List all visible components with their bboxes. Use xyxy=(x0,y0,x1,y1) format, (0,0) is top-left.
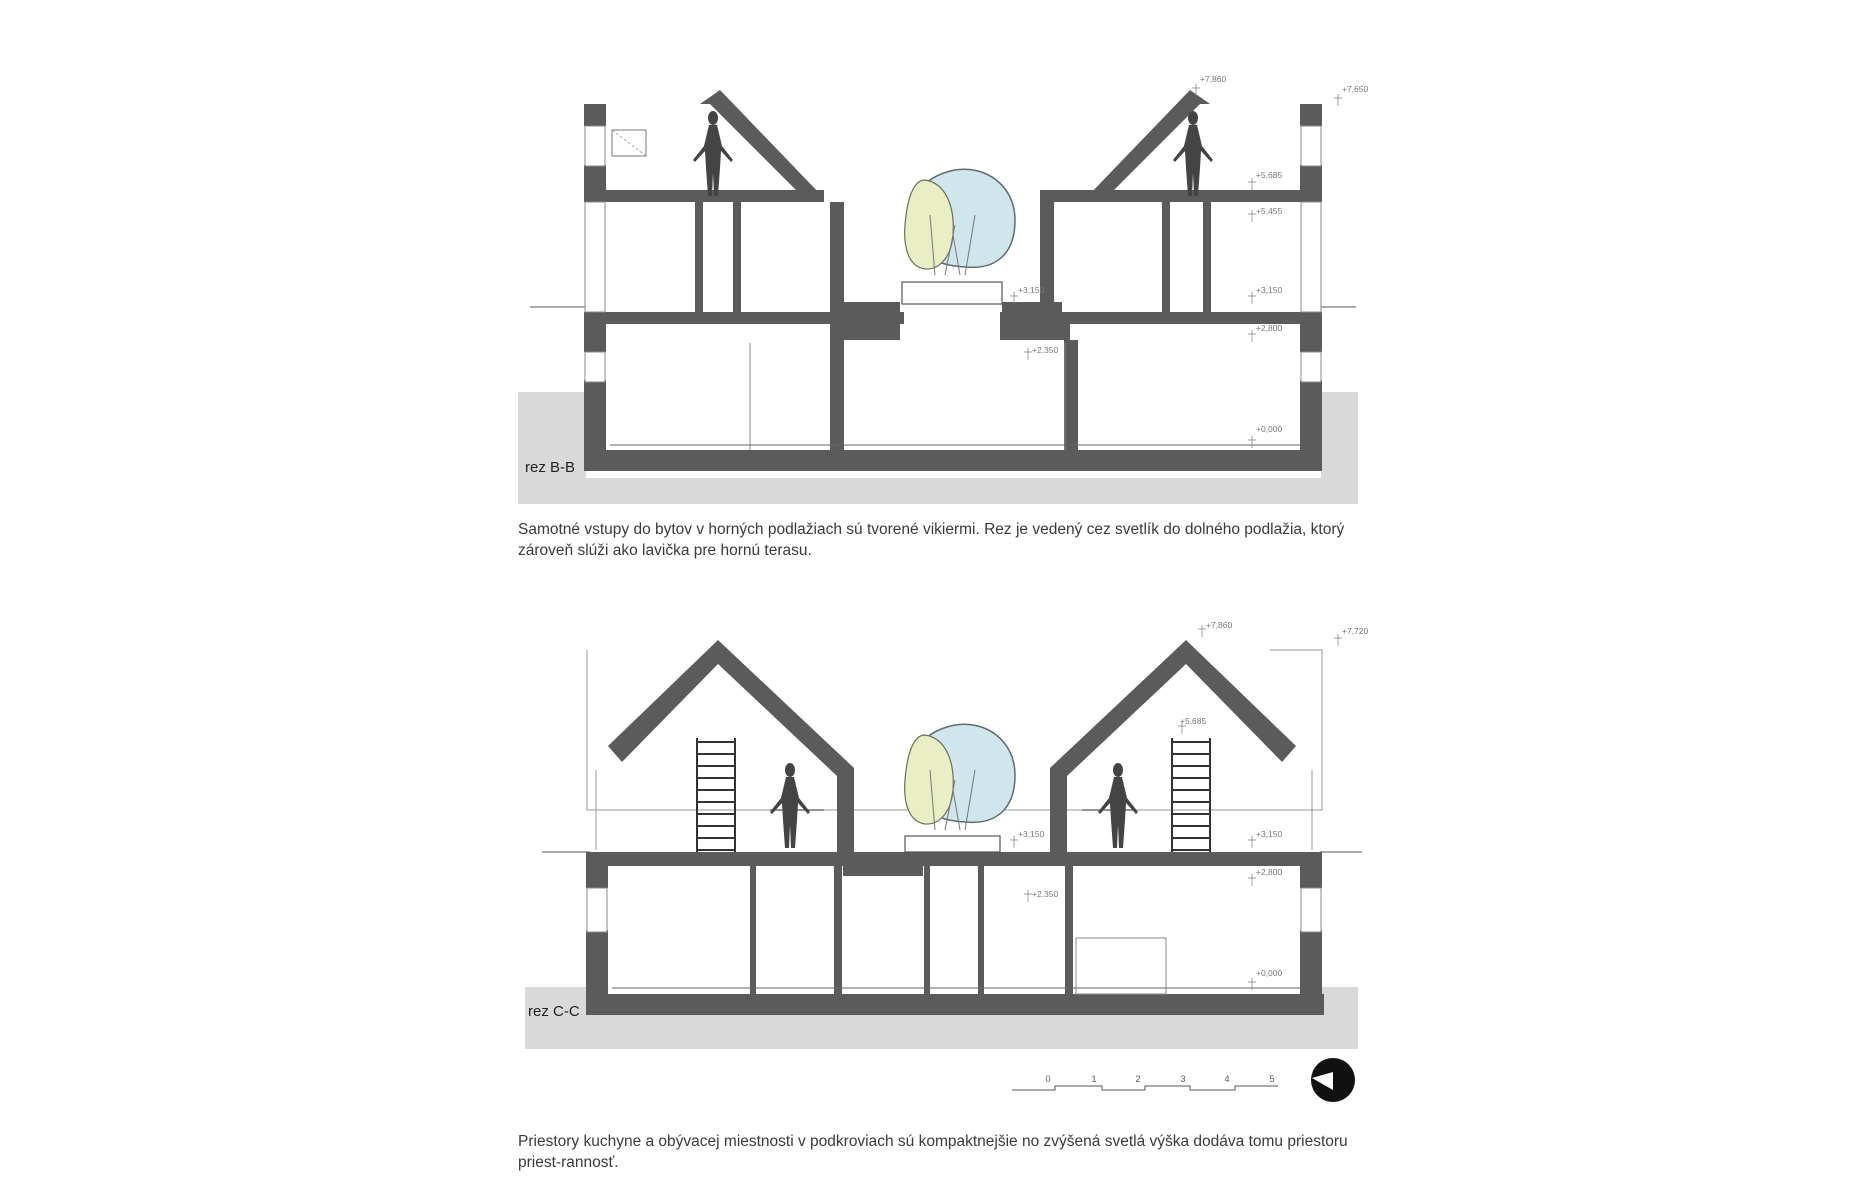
scale-tick-label: 4 xyxy=(1224,1074,1230,1084)
scale-tick-label: 1 xyxy=(1091,1074,1097,1084)
section-label: rez B-B xyxy=(525,459,576,476)
section-label: rez C-C xyxy=(528,1003,580,1020)
level-label: +3,150 xyxy=(1018,829,1045,839)
level-label: +5,685 xyxy=(1180,716,1207,726)
scale-bar xyxy=(1012,1074,1278,1090)
level-label: +5,455 xyxy=(1256,206,1283,216)
level-label: +7,860 xyxy=(1200,74,1227,84)
level-label: +5,685 xyxy=(1256,170,1283,180)
level-label: +7,860 xyxy=(1206,620,1233,630)
level-label: +0,000 xyxy=(1256,424,1283,434)
level-label: +2,350 xyxy=(1032,889,1059,899)
level-label: +2,800 xyxy=(1256,867,1283,877)
level-label: +7,650 xyxy=(1342,84,1369,94)
level-label: +3,150 xyxy=(1256,285,1283,295)
tree-illustration xyxy=(905,724,1015,830)
scale-tick-label: 2 xyxy=(1135,1074,1141,1084)
section-cc-drawing xyxy=(525,620,1369,1049)
level-label: +2,350 xyxy=(1032,345,1059,355)
level-label: +2,800 xyxy=(1256,323,1283,333)
section-bb-drawing xyxy=(518,74,1369,504)
level-label: +0,000 xyxy=(1256,968,1283,978)
north-arrow-icon xyxy=(1311,1058,1355,1102)
scale-tick-label: 3 xyxy=(1180,1074,1186,1084)
level-label: +3,150 xyxy=(1018,285,1045,295)
level-label: +7,720 xyxy=(1342,626,1369,636)
level-label: +3,150 xyxy=(1256,829,1283,839)
section-cc-caption: Priestory kuchyne a obývacej miestnosti v podkroviach sú kompaktnejšie no zvýšená svetlá výška dodáva tomu priestoru priest-rannosť. xyxy=(518,1133,1348,1171)
scale-tick-label: 5 xyxy=(1269,1074,1275,1084)
scale-tick-label: 0 xyxy=(1045,1074,1051,1084)
section-bb-caption: Samotné vstupy do bytov v horných podlažiach sú tvorené vikiermi. Rez je vedený cez svetlík do dolného podlažia, ktorý zároveň slúži ako lavička pre hornú terasu. xyxy=(518,521,1345,559)
tree-illustration xyxy=(905,169,1015,275)
